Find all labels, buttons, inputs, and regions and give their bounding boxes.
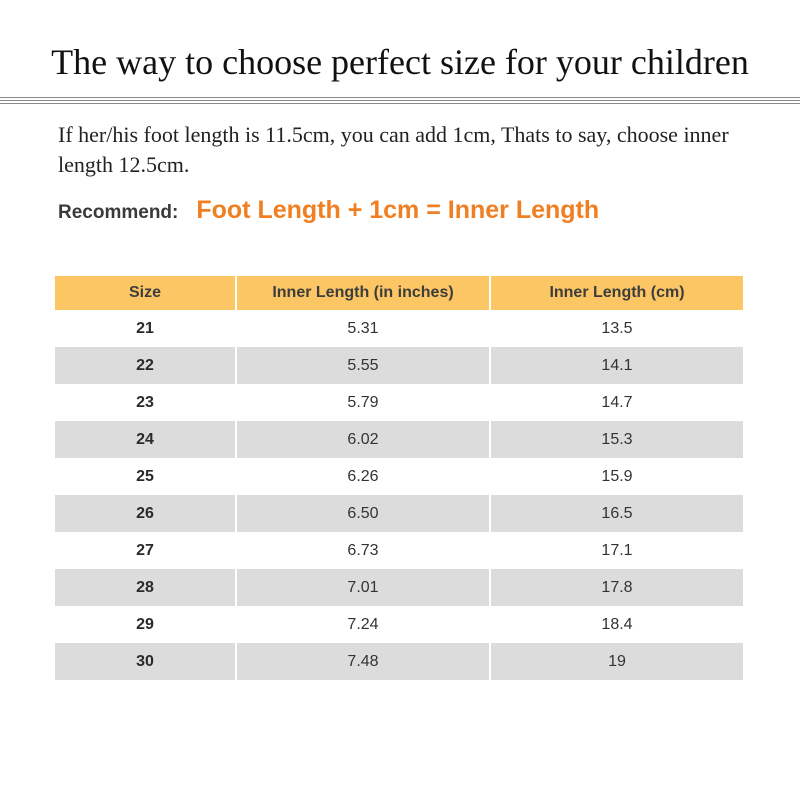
size-cell: 22 (55, 347, 235, 384)
divider (0, 103, 800, 104)
cm-cell: 15.9 (601, 468, 633, 485)
cm-cell: 14.7 (601, 394, 633, 411)
cm-cell: 13.5 (601, 320, 633, 337)
size-cell: 25 (136, 468, 154, 485)
inches-cell: 6.02 (237, 421, 489, 458)
inches-cell: 7.24 (347, 616, 379, 633)
inches-cell: 5.31 (347, 320, 379, 337)
intro-text: If her/his foot length is 11.5cm, you can add 1cm, Thats to say, choose inner length 12.5cm. (58, 122, 729, 177)
cm-cell: 17.8 (491, 569, 743, 606)
inches-cell: 5.79 (347, 394, 379, 411)
inches-cell: 5.55 (237, 347, 489, 384)
cm-cell: 15.3 (491, 421, 743, 458)
column-header-size: Size (55, 276, 235, 310)
column-header-inches: Inner Length (in inches) (237, 276, 489, 310)
cm-cell: 14.1 (491, 347, 743, 384)
inches-cell: 7.48 (237, 643, 489, 680)
inches-cell: 6.50 (237, 495, 489, 532)
size-cell: 21 (136, 320, 154, 337)
inches-cell: 6.26 (347, 468, 379, 485)
recommendation (58, 196, 599, 232)
size-cell: 27 (136, 542, 154, 559)
divider (0, 100, 800, 101)
inches-cell: 6.73 (347, 542, 379, 559)
cm-cell: 16.5 (491, 495, 743, 532)
size-cell: 30 (55, 643, 235, 680)
size-chart-table (55, 276, 743, 680)
size-cell: 24 (55, 421, 235, 458)
size-cell: 23 (136, 394, 154, 411)
size-cell: 29 (136, 616, 154, 633)
size-formula: Foot Length + 1cm = Inner Length (196, 196, 600, 224)
size-cell: 28 (55, 569, 235, 606)
page-title: The way to choose perfect size for your children (51, 42, 749, 82)
size-cell: 26 (55, 495, 235, 532)
inches-cell: 7.01 (237, 569, 489, 606)
recommend-label: Recommend: (58, 202, 179, 223)
cm-cell: 19 (491, 643, 743, 680)
cm-cell: 18.4 (601, 616, 633, 633)
cm-cell: 17.1 (601, 542, 633, 559)
divider (0, 97, 800, 98)
column-header-cm: Inner Length (cm) (491, 276, 743, 310)
